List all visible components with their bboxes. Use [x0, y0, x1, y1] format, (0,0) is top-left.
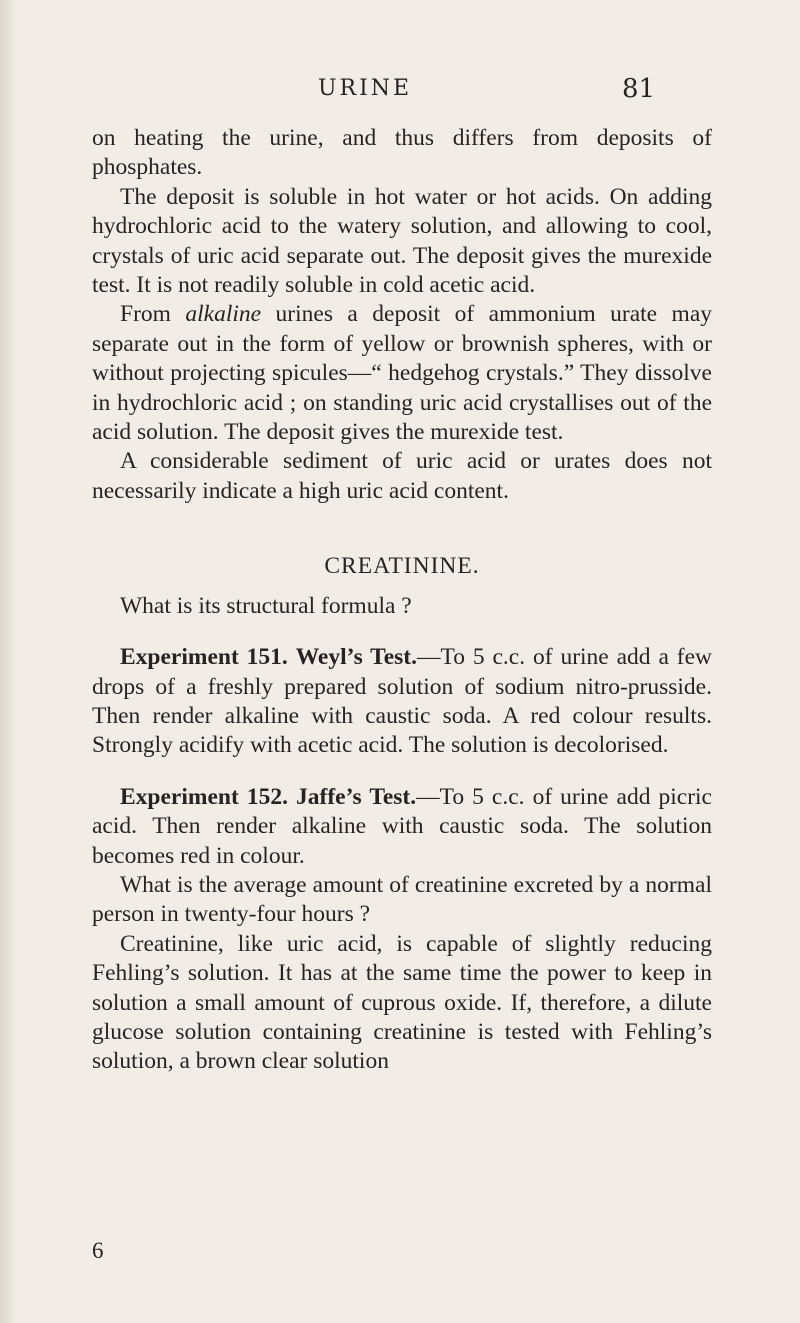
experiment-151-label: Experiment 151. [120, 644, 288, 671]
running-title: URINE [318, 76, 413, 101]
paragraph-alkaline-prefix: From [120, 301, 171, 328]
experiment-152-label: Experiment 152. [120, 783, 288, 810]
paragraph-alkaline-rest: urines a deposit of ammonium urate may separate out in the form of yellow or brownish spheres, with or without projecting spicules—“ hedgehog crystals.” They dissolve in hydrochloric acid ; on standing uric acid crystallises out of the acid solution. The deposit gives the murexide test. [92, 301, 713, 446]
experiment-152 [92, 783, 712, 871]
running-head [0, 76, 800, 110]
question-average-amount: What is the average amount of creatinine excreted by a normal person in twenty-four hours ? [92, 871, 712, 928]
experiment-152-title: Jaffe’s Test. [296, 783, 417, 810]
signature-mark: 6 [92, 1238, 104, 1263]
paragraph-solubility: The deposit is soluble in hot water or hot acids. On adding hydrochloric acid to the watery solution, and allowing to cool, crystals of uric acid separate out. The deposit gives the murexide test. It is not readily soluble in cold acetic acid. [92, 183, 712, 299]
paragraph-continuation: on heating the urine, and thus differs from deposits of phosphates. [92, 125, 712, 181]
page-number: 81 [622, 74, 656, 104]
page-gutter-shadow [0, 0, 16, 1323]
experiment-151-title: Weyl’s Test. [295, 644, 417, 671]
paragraph-fehling: Creatinine, like uric acid, is capable of slightly reducing Fehling’s solution. It has at the same time the power to keep in solution a small amount of cuprous oxide. If, therefore, a dilute glucose solution containing creatinine is tested with Fehling’s solution, a brown clear solution [92, 930, 712, 1075]
section-heading: CREATININE. [324, 553, 480, 580]
paragraph-alkaline-urines [92, 300, 712, 447]
experiment-151-text: —To 5 c.c. of urine add a few drops of a freshly prepared solution of sodium nitro-prusside. Then render alkaline with caustic soda. A red colour results. Strongly acidify with acetic acid. The solution is decolorised. [92, 644, 712, 759]
experiment-151 [92, 643, 712, 761]
experiment-152-text: —To 5 c.c. of urine add picric acid. Then render alkaline with caustic soda. The solution becomes red in colour. [92, 783, 712, 869]
body-text [92, 124, 712, 1077]
alkaline-italic: alkaline [185, 301, 262, 328]
question-structural-formula: What is its structural formula ? [120, 592, 412, 619]
paragraph-sediment: A considerable sediment of uric acid or urates does not necessarily indicate a high uric acid content. [92, 448, 712, 504]
